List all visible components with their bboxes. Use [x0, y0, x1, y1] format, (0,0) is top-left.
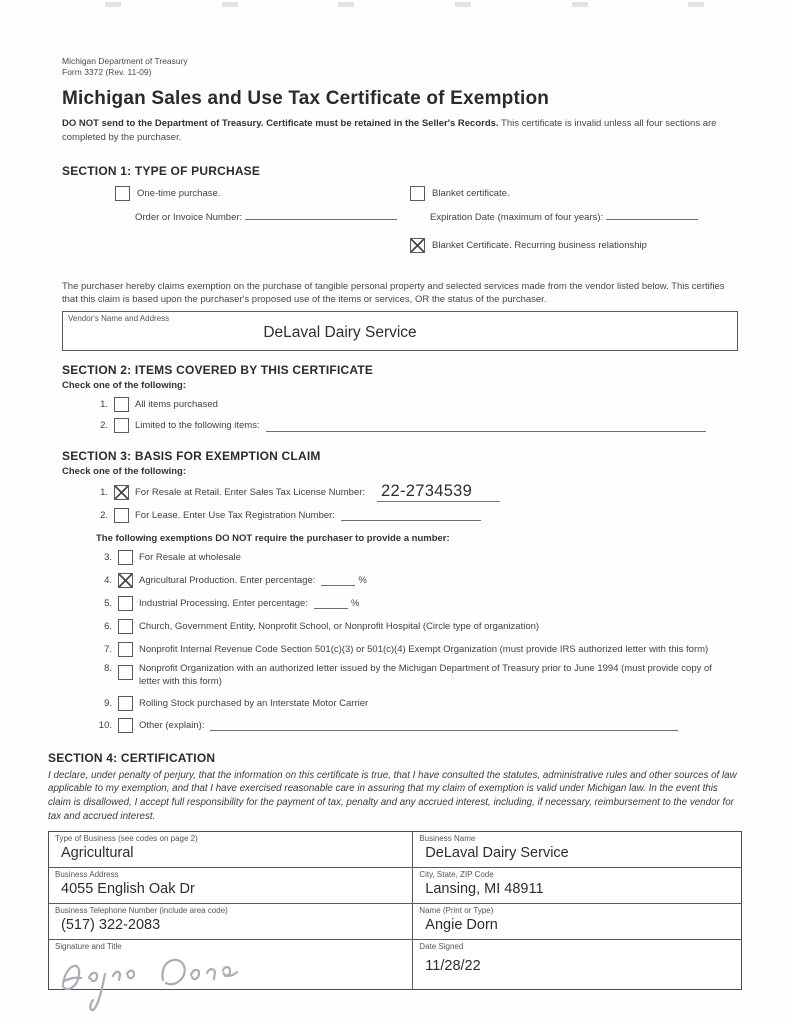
rolling-stock-checkbox[interactable]	[118, 696, 133, 711]
business-address-value: 4055 English Oak Dr	[61, 881, 195, 898]
business-telephone-value: (517) 322-2083	[61, 917, 161, 934]
section3-item-7	[96, 642, 738, 657]
section4-heading: SECTION 4: CERTIFICATION	[48, 750, 216, 765]
section2-check-instruction: Check one of the following:	[62, 380, 187, 392]
signature-title-label: Signature and Title	[55, 942, 122, 952]
section1-body	[62, 186, 738, 268]
item-number: 5.	[104, 597, 112, 609]
industrial-processing-checkbox[interactable]	[118, 596, 133, 611]
section3-item-1	[92, 483, 738, 502]
date-signed-label: Date Signed	[419, 942, 464, 952]
item-number: 2.	[100, 509, 108, 521]
type-of-business-value: Agricultural	[61, 845, 134, 862]
business-name-label: Business Name	[419, 834, 476, 844]
percent-sign: %	[350, 597, 360, 609]
section3-item-3	[96, 550, 738, 565]
section3-item-9	[96, 696, 738, 711]
blanket-certificate-checkbox[interactable]	[410, 186, 425, 201]
all-items-purchased-checkbox[interactable]	[114, 397, 129, 412]
business-address-cell[interactable]	[49, 867, 412, 903]
business-name-cell[interactable]	[412, 832, 741, 867]
agricultural-percentage-field[interactable]	[321, 574, 355, 586]
sales-tax-license-number-value[interactable]: 22-2734539	[377, 483, 500, 502]
form-instructions	[62, 117, 738, 144]
section1-heading: SECTION 1: TYPE OF PURCHASE	[62, 163, 261, 178]
church-government-checkbox[interactable]	[118, 619, 133, 634]
form-title: Michigan Sales and Use Tax Certificate of Exemption	[62, 88, 550, 110]
signature-title-cell[interactable]	[49, 939, 412, 989]
agricultural-production-label: Agricultural Production. Enter percentage:	[139, 574, 316, 586]
resale-retail-checkbox[interactable]	[114, 485, 129, 500]
instructions-bold: DO NOT send to the Department of Treasury. Certificate must be retained in the Seller's Records.	[62, 118, 499, 130]
resale-wholesale-checkbox[interactable]	[118, 550, 133, 565]
resale-wholesale-label: For Resale at wholesale	[139, 551, 241, 563]
vendor-name-value: DeLaval Dairy Service	[263, 324, 417, 342]
for-lease-label: For Lease. Enter Use Tax Registration Number:	[135, 509, 335, 521]
section3-item-2	[92, 508, 738, 523]
nonprofit-authorized-letter-checkbox[interactable]	[118, 665, 133, 680]
item-number: 4.	[104, 574, 112, 586]
blanket-recurring-label: Blanket Certificate. Recurring business relationship	[432, 239, 647, 251]
other-explain-checkbox[interactable]	[118, 718, 133, 733]
item-number: 2.	[100, 420, 108, 432]
business-address-label: Business Address	[55, 870, 119, 880]
all-items-purchased-label: All items purchased	[135, 399, 218, 411]
name-print-value: Angie Dorn	[425, 917, 498, 934]
type-of-business-cell[interactable]	[49, 832, 412, 867]
name-print-cell[interactable]	[412, 903, 741, 939]
date-signed-cell[interactable]	[412, 939, 741, 989]
limited-items-label: Limited to the following items:	[135, 420, 260, 432]
vendor-box-label: Vendor's Name and Address	[68, 314, 170, 324]
city-state-zip-value: Lansing, MI 48911	[425, 881, 544, 898]
one-time-purchase-checkbox[interactable]	[115, 186, 130, 201]
expiration-date-field[interactable]	[606, 208, 698, 220]
item-number: 10.	[98, 719, 112, 731]
order-invoice-number-field[interactable]	[245, 208, 397, 220]
city-state-zip-label: City, State, ZIP Code	[419, 870, 494, 880]
agricultural-production-checkbox[interactable]	[118, 573, 133, 588]
rolling-stock-label: Rolling Stock purchased by an Interstate Motor Carrier	[139, 697, 369, 709]
section2-item-1	[92, 397, 738, 412]
limited-items-checkbox[interactable]	[114, 418, 129, 433]
nonprofit-authorized-letter-label: Nonprofit Organization with an authorized letter issued by the Michigan Department of Treasury prior to June 1994 (must provide copy of letter with this form)	[139, 662, 712, 687]
section2-heading: SECTION 2: ITEMS COVERED BY THIS CERTIFICATE	[62, 363, 374, 378]
city-state-zip-cell[interactable]	[412, 867, 741, 903]
scan-artifact	[222, 2, 238, 7]
section3-item-4	[96, 573, 738, 588]
date-signed-value: 11/28/22	[425, 958, 481, 975]
nonprofit-501c-checkbox[interactable]	[118, 642, 133, 657]
item-number: 1.	[100, 399, 108, 411]
one-time-purchase-label: One-time purchase.	[137, 187, 221, 199]
blanket-recurring-checkbox[interactable]	[410, 238, 425, 253]
purchaser-statement: The purchaser hereby claims exemption on the purchase of tangible personal property and selected services made from the vendor listed below. This certifies that this claim is based upon the purchaser's proposed use of the items or services, OR the status of the purchaser.	[62, 280, 725, 306]
no-number-heading: The following exemptions DO NOT require the purchaser to provide a number:	[96, 532, 450, 544]
instructions-rest: This certificate is invalid unless all four sections are completed by the purchaser.	[62, 118, 717, 143]
business-name-value: DeLaval Dairy Service	[425, 845, 569, 862]
section2-item-2	[92, 418, 738, 433]
nonprofit-501c-label: Nonprofit Internal Revenue Code Section 501(c)(3) or 501(c)(4) Exempt Organization (must provide IRS authorized letter with this form)	[139, 643, 709, 655]
section3-item-8	[96, 663, 738, 689]
type-of-business-label: Type of Business (see codes on page 2)	[55, 834, 198, 844]
other-explain-label: Other (explain):	[139, 719, 205, 731]
industrial-processing-label: Industrial Processing. Enter percentage:	[139, 597, 308, 609]
scan-artifact	[572, 2, 588, 7]
resale-retail-label: For Resale at Retail. Enter Sales Tax License Number:	[135, 487, 366, 499]
item-number: 1.	[100, 487, 108, 499]
handwritten-signature	[51, 948, 271, 1020]
section3-item-6	[96, 619, 738, 634]
section3-item-5	[96, 596, 738, 611]
percent-sign: %	[358, 574, 367, 586]
vendor-name-address-box[interactable]	[62, 311, 738, 351]
certification-declaration: I declare, under penalty of perjury, that the information on this certificate is true, that I have consulted the statutes, administrative rules and other sources of law applicable to my exemption, and that I have exercised reasonable care in assuring that my claim of exemption is valid under Michigan law. In the event this claim is disallowed, I accept full responsibility for the payment of tax, penalty and any accrued interest, including, if necessary, reimbursement to the vendor for tax and accrued interest.	[48, 769, 737, 823]
expiration-date-label: Expiration Date (maximum of four years):	[430, 211, 604, 223]
section3-item-10	[96, 718, 738, 733]
item-number: 7.	[104, 643, 112, 655]
use-tax-registration-field[interactable]	[341, 509, 481, 521]
scan-artifact	[105, 2, 121, 7]
business-telephone-label: Business Telephone Number (include area code)	[55, 906, 228, 916]
section3-check-instruction: Check one of the following:	[62, 466, 187, 478]
business-telephone-cell[interactable]	[49, 903, 412, 939]
item-number: 8.	[104, 662, 112, 674]
form-number: Form 3372 (Rev. 11-09)	[62, 66, 152, 77]
other-explain-field[interactable]	[210, 719, 678, 731]
for-lease-checkbox[interactable]	[114, 508, 129, 523]
scan-artifact	[455, 2, 471, 7]
item-number: 3.	[104, 551, 112, 563]
certification-table	[48, 831, 742, 990]
industrial-percentage-field[interactable]	[314, 597, 348, 609]
order-invoice-number-label: Order or Invoice Number:	[135, 211, 243, 223]
agency-name: Michigan Department of Treasury	[62, 56, 188, 66]
item-number: 6.	[104, 620, 112, 632]
section3-heading: SECTION 3: BASIS FOR EXEMPTION CLAIM	[62, 449, 321, 464]
scan-artifact	[688, 2, 704, 7]
limited-items-field[interactable]	[266, 420, 706, 432]
scan-artifact	[338, 2, 354, 7]
name-print-label: Name (Print or Type)	[419, 906, 494, 916]
blanket-certificate-label: Blanket certificate.	[432, 187, 510, 199]
church-government-label: Church, Government Entity, Nonprofit School, or Nonprofit Hospital (Circle type of organization)	[139, 620, 540, 632]
item-number: 9.	[104, 697, 112, 709]
